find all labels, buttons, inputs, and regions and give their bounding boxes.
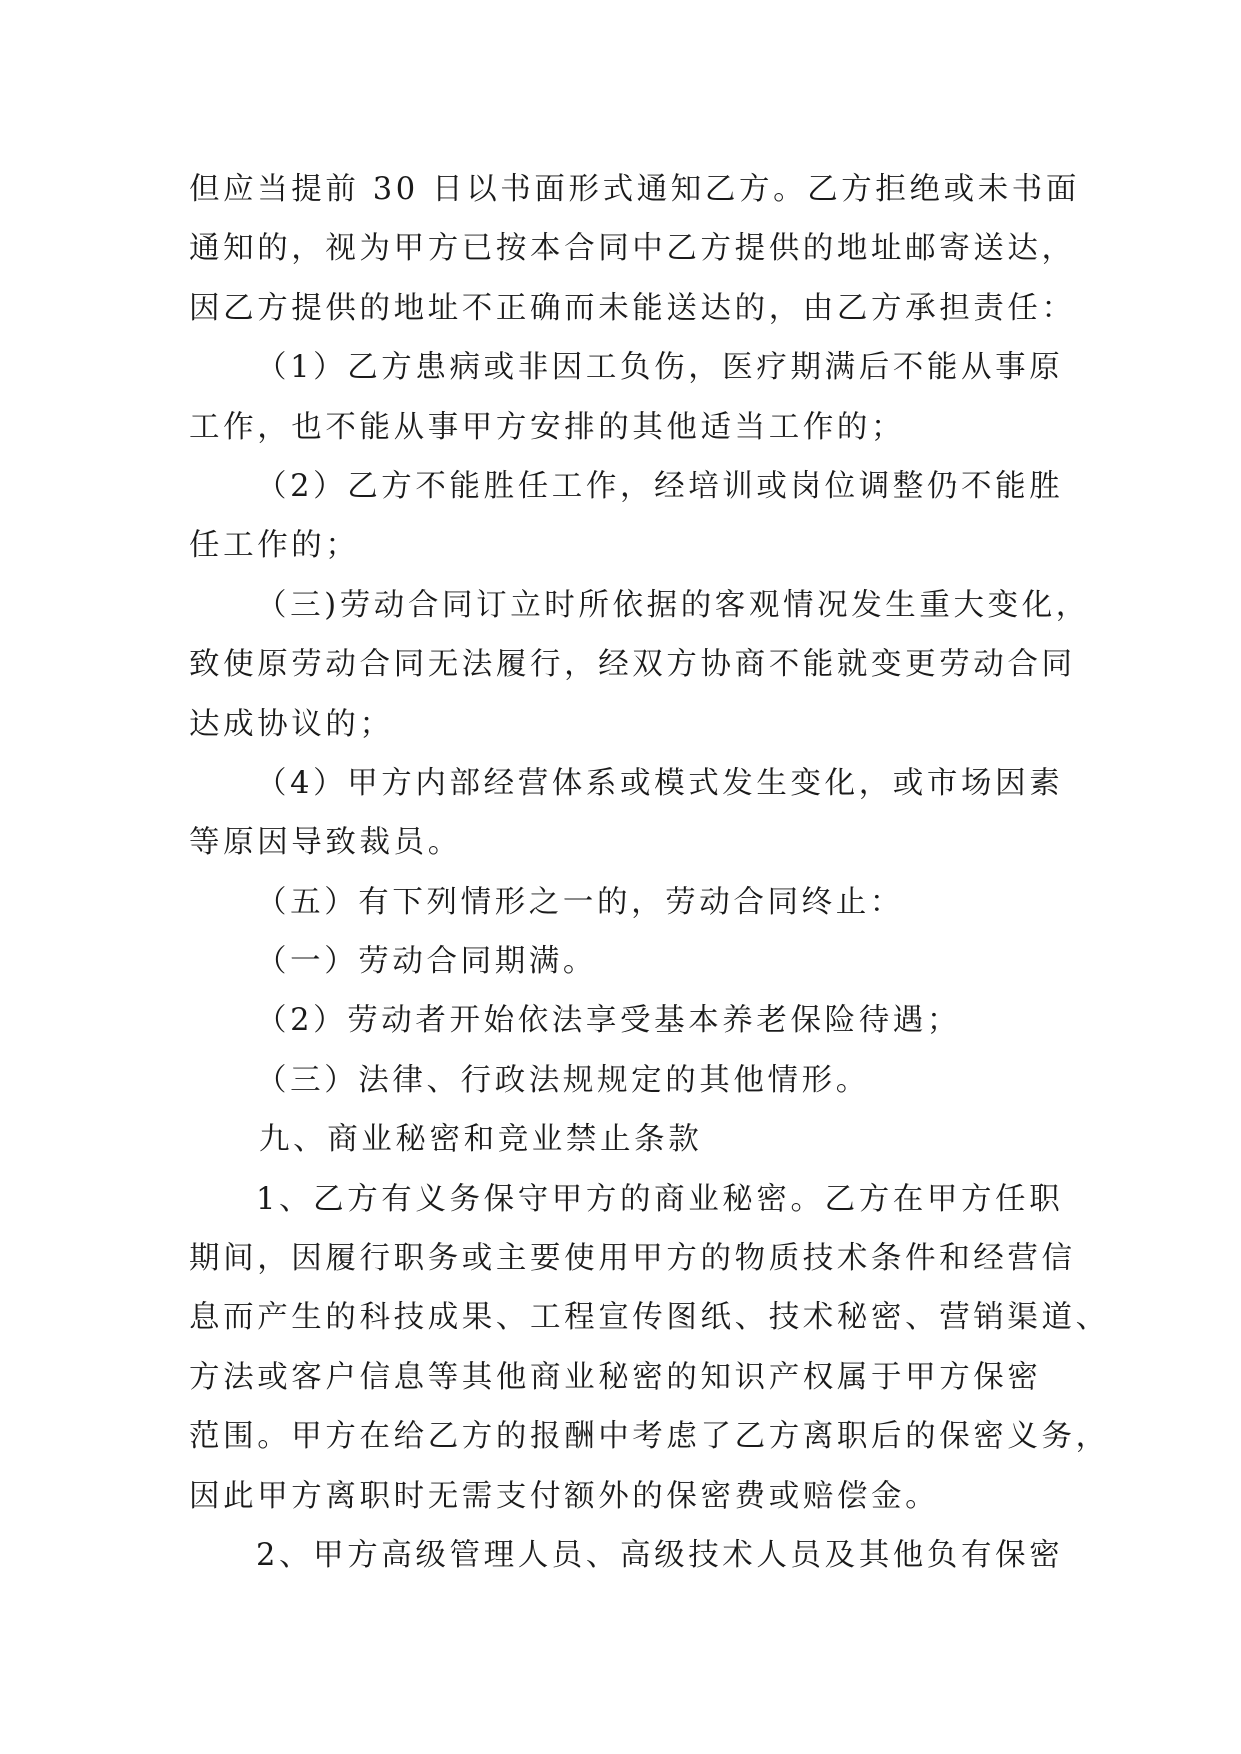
text-line: 等原因导致裁员。: [189, 825, 462, 861]
termination-item-3: （三）法律、行政法规规定的其他情形。: [256, 1062, 870, 1098]
text-line: 任工作的；: [189, 528, 360, 564]
clause-item-3: （三)劳动合同订立时所依据的客观情况发生重大变化，: [256, 587, 1090, 623]
paragraph-start: 1、乙方有义务保守甲方的商业秘密。乙方在甲方任职: [256, 1181, 1064, 1217]
text-line: 通知的，视为甲方已按本合同中乙方提供的地址邮寄送达，: [189, 231, 1076, 267]
text-line: 因乙方提供的地址不正确而未能送达的，由乙方承担责任：: [189, 290, 1076, 326]
text-line: 范围。甲方在给乙方的报酬中考虑了乙方离职后的保密义务，: [189, 1419, 1110, 1455]
text-line: 达成协议的；: [189, 706, 394, 742]
text-line: 息而产生的科技成果、工程宣传图纸、技术秘密、营销渠道、: [189, 1300, 1110, 1336]
termination-item-1: （一）劳动合同期满。: [256, 944, 597, 980]
clause-item-1: （1）乙方患病或非因工负伤，医疗期满后不能从事原: [256, 350, 1064, 386]
termination-item-2: （2）劳动者开始依法享受基本养老保险待遇；: [256, 1003, 962, 1039]
clause-item-2: （2）乙方不能胜任工作，经培训或岗位调整仍不能胜: [256, 468, 1064, 504]
text-line: 因此甲方离职时无需支付额外的保密费或赔偿金。: [189, 1478, 940, 1514]
text-line: 致使原劳动合同无法履行，经双方协商不能就变更劳动合同: [189, 647, 1076, 683]
contract-text: [189, 160, 1110, 1585]
text-line: 但应当提前 30 日以书面形式通知乙方。乙方拒绝或未书面: [189, 172, 1080, 207]
paragraph-start: 2、甲方高级管理人员、高级技术人员及其他负有保密: [256, 1537, 1064, 1573]
clause-heading-termination: （五）有下列情形之一的，劳动合同终止：: [256, 884, 904, 920]
clause-item-4: （4）甲方内部经营体系或模式发生变化，或市场因素: [256, 765, 1064, 801]
text-line: 方法或客户信息等其他商业秘密的知识产权属于甲方保密: [189, 1359, 1042, 1395]
text-line: 期间，因履行职务或主要使用甲方的物质技术条件和经营信: [189, 1241, 1076, 1277]
text-line: 工作，也不能从事甲方安排的其他适当工作的；: [189, 409, 906, 445]
section-heading: 九、商业秘密和竞业禁止条款: [259, 1122, 703, 1158]
